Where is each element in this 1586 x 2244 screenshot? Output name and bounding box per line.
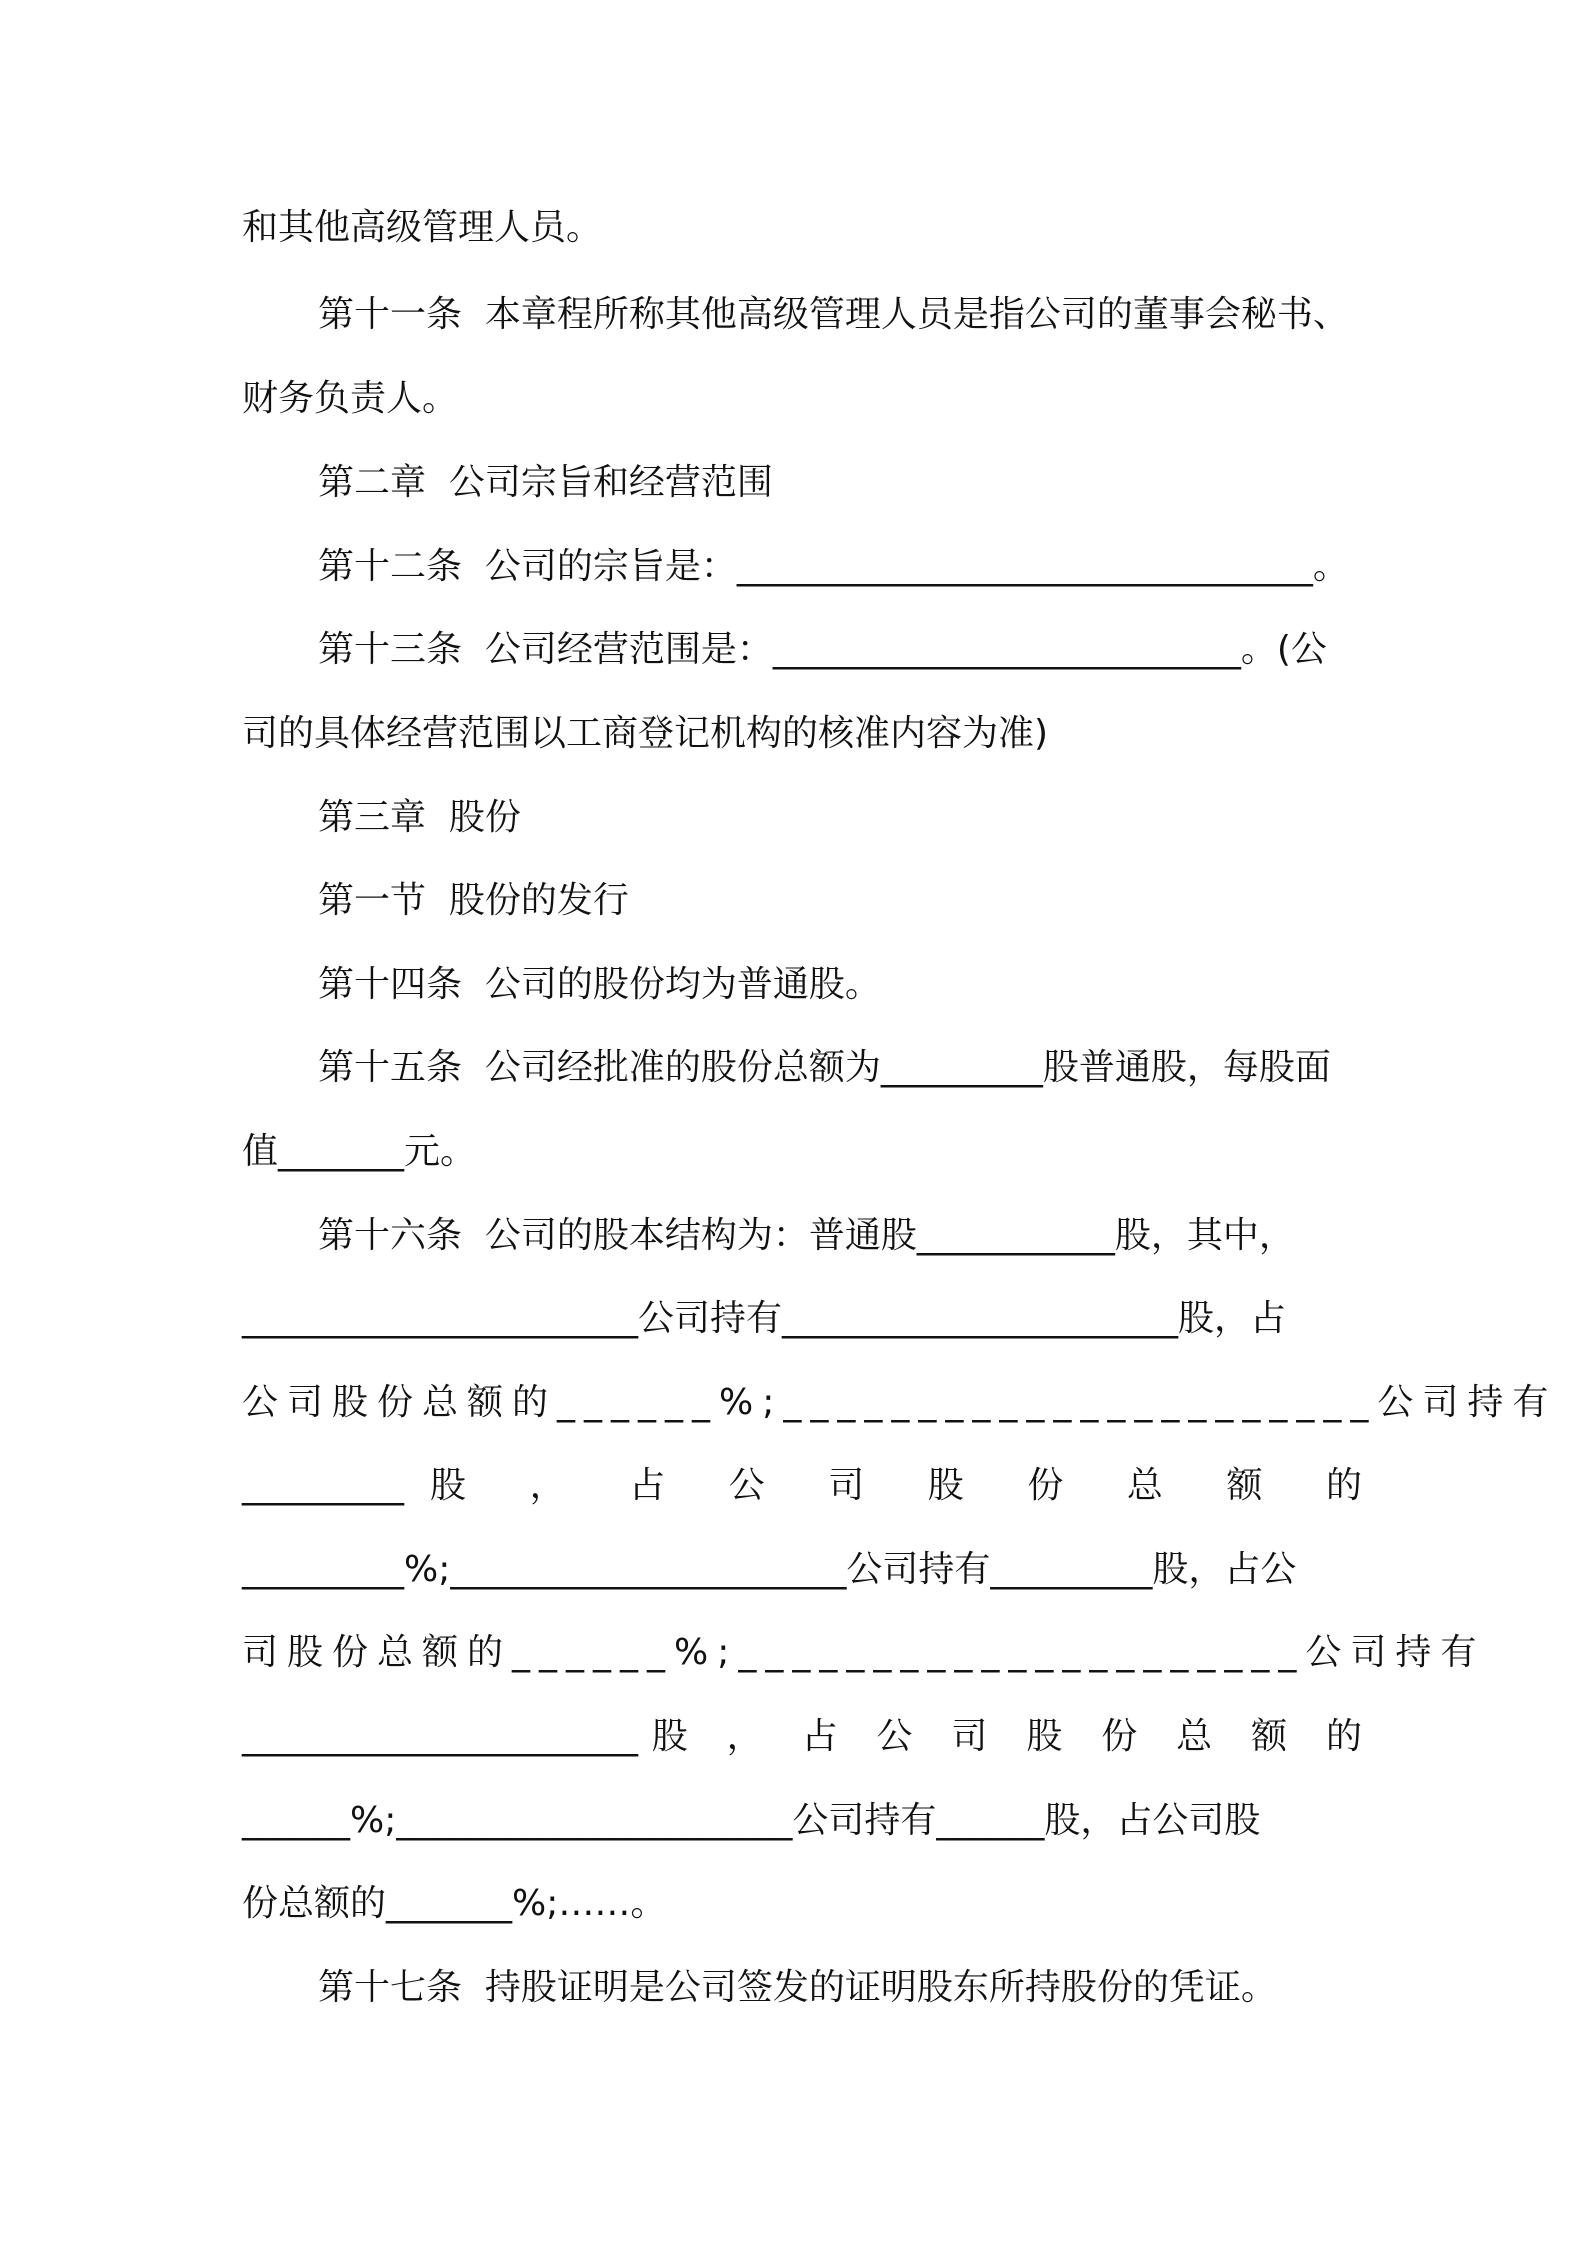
article-13-line-2: 司的具体经营范围以工商登记机构的核准内容为准) bbox=[242, 713, 1049, 754]
article-15-line-1: 第十五条 公司经批准的股份总额为_________股普通股，每股面 bbox=[318, 1047, 1331, 1088]
article-11-line-2: 财务负责人。 bbox=[242, 378, 459, 419]
article-16-line-8: ______%;______________________公司持有______股，占公司股 bbox=[242, 1800, 1261, 1841]
chapter-3-heading: 第三章 股份 bbox=[318, 797, 521, 838]
article-15-line-2: 值_______元。 bbox=[242, 1131, 477, 1172]
section-1-heading: 第一节 股份的发行 bbox=[318, 880, 629, 921]
article-16-line-9: 份总额的_______%;……。 bbox=[242, 1883, 667, 1924]
article-16-line-3: 公司股份总额的______%;______________________公司持有 bbox=[242, 1382, 1558, 1423]
article-13-line-1: 第十三条 公司经营范围是：__________________________。(公 bbox=[318, 629, 1327, 670]
article-16-line-7: ______________________股 ， 占 公 司 股 份 总 额 的 bbox=[242, 1716, 1362, 1757]
article-16-line-4: _________股 ， 占 公 司 股 份 总 额 的 bbox=[242, 1465, 1362, 1506]
article-12: 第十二条 公司的宗旨是：________________________________。 bbox=[318, 546, 1349, 587]
article-11-line-1: 第十一条 本章程所称其他高级管理人员是指公司的董事会秘书、 bbox=[318, 294, 1349, 335]
article-17: 第十七条 持股证明是公司签发的证明股东所持股份的凭证。 bbox=[318, 1967, 1277, 2008]
chapter-2-heading: 第二章 公司宗旨和经营范围 bbox=[318, 462, 773, 503]
article-16-line-5: _________%;______________________公司持有_________股，占公 bbox=[242, 1549, 1297, 1590]
article-14: 第十四条 公司的股份均为普通股。 bbox=[318, 964, 881, 1005]
article-16-line-1: 第十六条 公司的股本结构为：普通股___________股，其中， bbox=[318, 1215, 1295, 1256]
article-16-line-6: 司股份总额的______%;_____________________公司持有 bbox=[242, 1632, 1486, 1673]
article-16-line-2: ______________________公司持有______________________股，占 bbox=[242, 1298, 1287, 1339]
text-line: 和其他高级管理人员。 bbox=[242, 207, 603, 248]
